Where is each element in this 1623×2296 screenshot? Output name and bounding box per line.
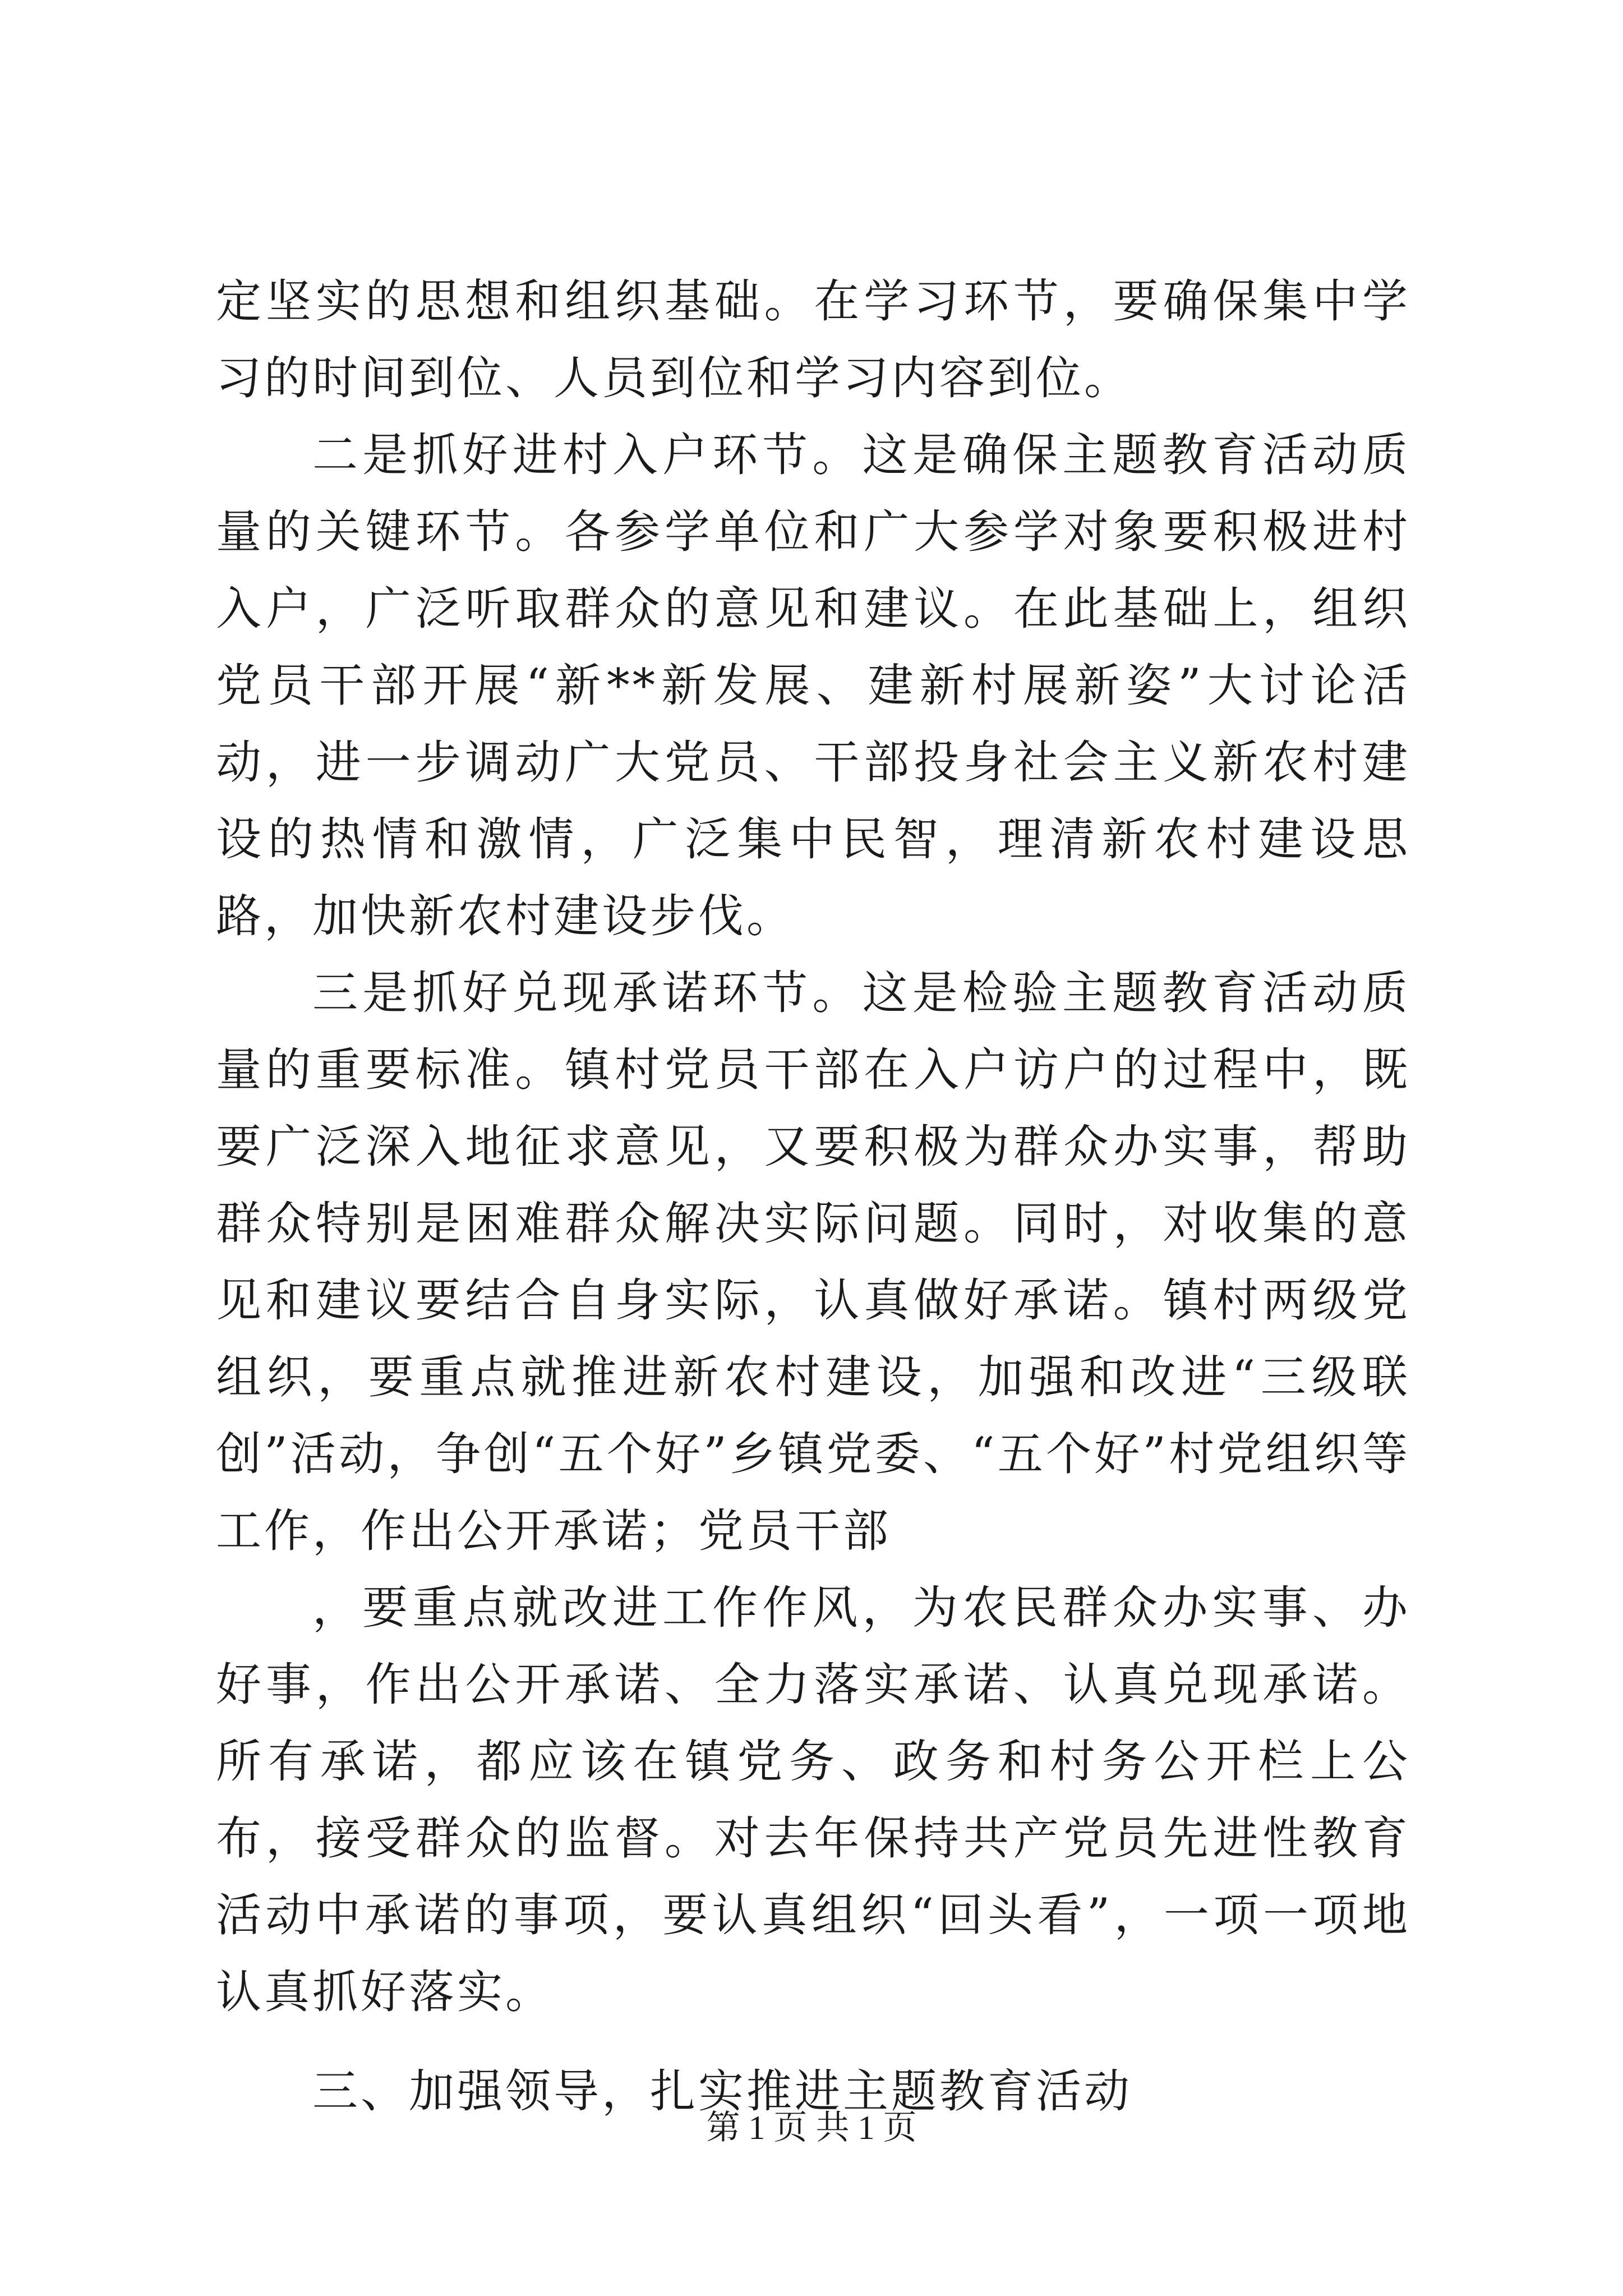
- page-footer: 第 1 页 共 1 页: [706, 2109, 917, 2146]
- section-heading: 三、加强领导，扎实推进主题教育活动: [312, 2065, 1133, 2118]
- document-body: [216, 264, 1410, 2131]
- paragraph-commitments: 三是抓好兑现承诺环节。这是检验主题教育活动质量的重要标准。镇村党员干部在入户访户的过程中，既要广泛深入地征求意见，又要积极为群众办实事，帮助群众特别是困难群众解决实际问题。同时，对收集的意见和建议要结合自身实际，认真做好承诺。镇村两级党组织，要重点就推进新农村建设，加强和改进“三级联创”活动，争创“五个好”乡镇党委、“五个好”村党组织等工作，作出公开承诺；党员干部: [216, 967, 1410, 1558]
- paragraph-commitments-continued: ，要重点就改进工作作风，为农民群众办实事、办好事，作出公开承诺、全力落实承诺、认真兑现承诺。所有承诺，都应该在镇党务、政务和村务公开栏上公布，接受群众的监督。对去年保持共产党员先进性教育活动中承诺的事项，要认真组织“回头看”，一项一项地认真抓好落实。: [216, 1582, 1410, 2019]
- paragraph-village-visits: 二是抓好进村入户环节。这是确保主题教育活动质量的关键环节。各参学单位和广大参学对象要积极进村入户，广泛听取群众的意见和建议。在此基础上，组织党员干部开展“新**新发展、建新村展新姿”大讨论活动，进一步调动广大党员、干部投身社会主义新农村建设的热情和激情，广泛集中民智，理清新农村建设思路，加快新农村建设步伐。: [216, 429, 1410, 943]
- paragraph-continuation: 定坚实的思想和组织基础。在学习环节，要确保集中学习的时间到位、人员到位和学习内容到位。: [216, 275, 1410, 405]
